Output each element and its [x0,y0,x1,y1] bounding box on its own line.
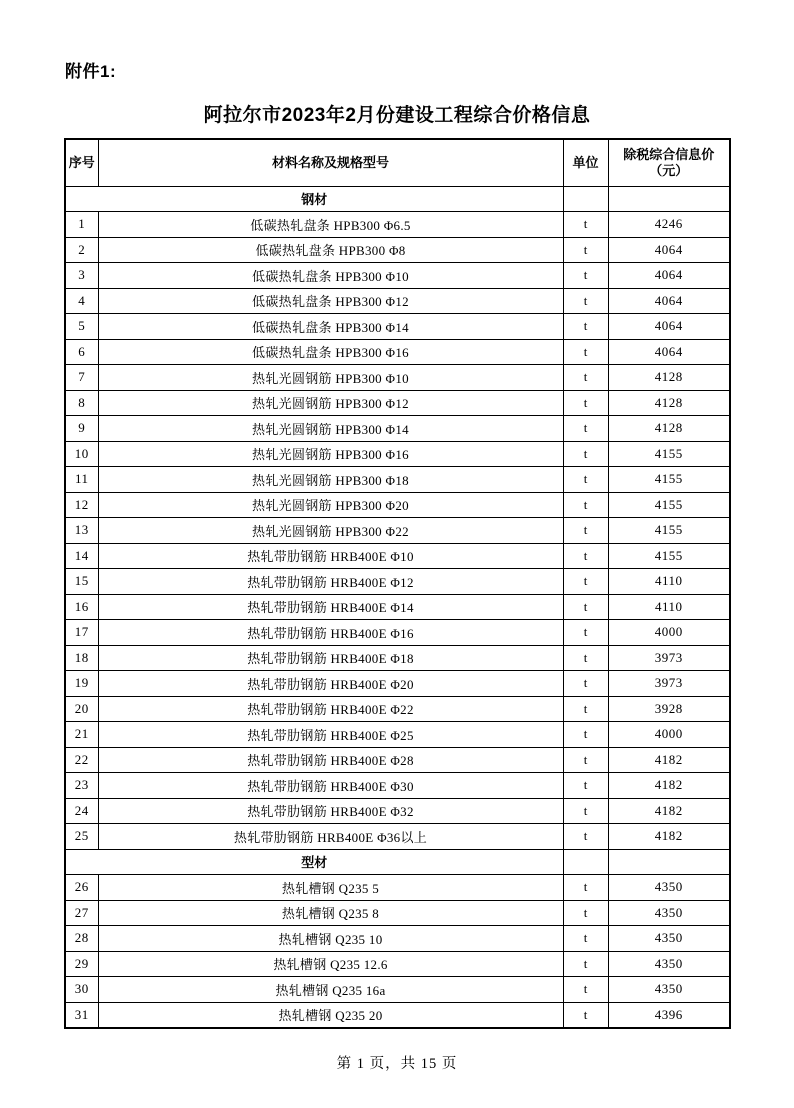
table-row [65,875,730,901]
row-number: 16 [65,594,98,620]
table-row [65,747,730,773]
material-name: 热轧带肋钢筋 HRB400E Φ16 [98,620,563,646]
table-row [65,696,730,722]
row-number: 19 [65,671,98,697]
attachment-label: 附件1: [65,62,117,81]
table-row [65,467,730,493]
row-number: 8 [65,390,98,416]
price: 4155 [608,518,730,544]
row-number: 7 [65,365,98,391]
table-row [65,492,730,518]
row-number: 24 [65,798,98,824]
section-title: 型材 [65,849,563,875]
table-row [65,569,730,595]
table-row [65,1002,730,1028]
unit: t [563,951,608,977]
row-number: 21 [65,722,98,748]
price: 4396 [608,1002,730,1028]
material-name: 低碳热轧盘条 HPB300 Φ12 [98,288,563,314]
material-name: 热轧槽钢 Q235 8 [98,900,563,926]
price: 4128 [608,390,730,416]
table-row [65,951,730,977]
unit: t [563,645,608,671]
unit: t [563,594,608,620]
col-header-price: 除税综合信息价（元） [608,139,730,186]
unit: t [563,798,608,824]
row-number: 2 [65,237,98,263]
row-number: 4 [65,288,98,314]
unit: t [563,900,608,926]
unit: t [563,977,608,1003]
table-row [65,518,730,544]
material-name: 热轧光圆钢筋 HPB300 Φ20 [98,492,563,518]
material-name: 热轧带肋钢筋 HRB400E Φ25 [98,722,563,748]
price: 4064 [608,237,730,263]
header-row [65,139,730,186]
table-row [65,722,730,748]
section-unit-cell [563,186,608,212]
material-name: 热轧带肋钢筋 HRB400E Φ32 [98,798,563,824]
row-number: 18 [65,645,98,671]
unit: t [563,824,608,850]
material-name: 热轧光圆钢筋 HPB300 Φ18 [98,467,563,493]
price: 4064 [608,314,730,340]
material-name: 低碳热轧盘条 HPB300 Φ14 [98,314,563,340]
row-number: 3 [65,263,98,289]
table-row [65,390,730,416]
unit: t [563,518,608,544]
row-number: 15 [65,569,98,595]
col-header-name: 材料名称及规格型号 [98,139,563,186]
price: 4064 [608,288,730,314]
price: 4350 [608,977,730,1003]
row-number: 25 [65,824,98,850]
page-number: 第 1 页，共 15 页 [336,1056,458,1072]
unit: t [563,747,608,773]
material-name: 热轧带肋钢筋 HRB400E Φ12 [98,569,563,595]
price: 3928 [608,696,730,722]
price: 4128 [608,416,730,442]
col-header-unit: 单位 [563,139,608,186]
section-price-cell [608,186,730,212]
material-name: 热轧光圆钢筋 HPB300 Φ16 [98,441,563,467]
row-number: 13 [65,518,98,544]
page-title: 阿拉尔市2023年2月份建设工程综合价格信息 [203,105,591,126]
table-row [65,212,730,238]
material-name: 热轧槽钢 Q235 5 [98,875,563,901]
unit: t [563,1002,608,1028]
table-row [65,900,730,926]
price: 4350 [608,875,730,901]
table-row [65,798,730,824]
row-number: 12 [65,492,98,518]
price: 4000 [608,620,730,646]
table-row [65,416,730,442]
price: 4182 [608,773,730,799]
material-name: 热轧带肋钢筋 HRB400E Φ30 [98,773,563,799]
row-number: 23 [65,773,98,799]
material-name: 热轧带肋钢筋 HRB400E Φ10 [98,543,563,569]
material-name: 热轧带肋钢筋 HRB400E Φ20 [98,671,563,697]
unit: t [563,875,608,901]
section-row [65,849,730,875]
material-name: 热轧带肋钢筋 HRB400E Φ22 [98,696,563,722]
table-row [65,339,730,365]
price: 4182 [608,824,730,850]
row-number: 30 [65,977,98,1003]
unit: t [563,773,608,799]
col-header-no: 序号 [65,139,98,186]
section-title: 钢材 [65,186,563,212]
row-number: 5 [65,314,98,340]
row-number: 11 [65,467,98,493]
row-number: 1 [65,212,98,238]
unit: t [563,365,608,391]
unit: t [563,288,608,314]
price: 4000 [608,722,730,748]
unit: t [563,339,608,365]
row-number: 6 [65,339,98,365]
section-price-cell [608,849,730,875]
table-row [65,365,730,391]
table-row [65,620,730,646]
section-unit-cell [563,849,608,875]
price: 4155 [608,492,730,518]
unit: t [563,212,608,238]
row-number: 17 [65,620,98,646]
table-row [65,773,730,799]
material-name: 低碳热轧盘条 HPB300 Φ8 [98,237,563,263]
table-row [65,543,730,569]
price: 4182 [608,747,730,773]
material-name: 热轧光圆钢筋 HPB300 Φ22 [98,518,563,544]
price: 3973 [608,671,730,697]
table-row [65,594,730,620]
price: 4064 [608,339,730,365]
row-number: 31 [65,1002,98,1028]
table-row [65,314,730,340]
row-number: 27 [65,900,98,926]
price: 4350 [608,926,730,952]
table-row [65,671,730,697]
unit: t [563,620,608,646]
unit: t [563,569,608,595]
table-row [65,977,730,1003]
material-name: 热轧槽钢 Q235 20 [98,1002,563,1028]
unit: t [563,671,608,697]
price: 4110 [608,569,730,595]
table-row [65,263,730,289]
table-row [65,926,730,952]
unit: t [563,390,608,416]
row-number: 10 [65,441,98,467]
material-name: 热轧槽钢 Q235 10 [98,926,563,952]
row-number: 22 [65,747,98,773]
material-name: 低碳热轧盘条 HPB300 Φ10 [98,263,563,289]
price: 4350 [608,900,730,926]
material-name: 热轧槽钢 Q235 12.6 [98,951,563,977]
unit: t [563,263,608,289]
table-row [65,824,730,850]
row-number: 29 [65,951,98,977]
unit: t [563,237,608,263]
material-name: 热轧带肋钢筋 HRB400E Φ14 [98,594,563,620]
price: 4155 [608,441,730,467]
table-row [65,288,730,314]
price: 4182 [608,798,730,824]
unit: t [563,314,608,340]
price: 4246 [608,212,730,238]
table-row [65,645,730,671]
material-name: 热轧带肋钢筋 HRB400E Φ18 [98,645,563,671]
row-number: 26 [65,875,98,901]
unit: t [563,722,608,748]
price: 4155 [608,543,730,569]
price: 3973 [608,645,730,671]
row-number: 9 [65,416,98,442]
material-name: 热轧带肋钢筋 HRB400E Φ36以上 [98,824,563,850]
material-name: 低碳热轧盘条 HPB300 Φ6.5 [98,212,563,238]
price-table [64,138,731,1029]
row-number: 14 [65,543,98,569]
unit: t [563,543,608,569]
material-name: 低碳热轧盘条 HPB300 Φ16 [98,339,563,365]
unit: t [563,492,608,518]
price: 4110 [608,594,730,620]
unit: t [563,696,608,722]
material-name: 热轧光圆钢筋 HPB300 Φ12 [98,390,563,416]
row-number: 20 [65,696,98,722]
unit: t [563,467,608,493]
material-name: 热轧槽钢 Q235 16a [98,977,563,1003]
unit: t [563,416,608,442]
unit: t [563,926,608,952]
material-name: 热轧光圆钢筋 HPB300 Φ14 [98,416,563,442]
table-row [65,441,730,467]
price: 4128 [608,365,730,391]
row-number: 28 [65,926,98,952]
material-name: 热轧带肋钢筋 HRB400E Φ28 [98,747,563,773]
price: 4350 [608,951,730,977]
price: 4064 [608,263,730,289]
unit: t [563,441,608,467]
table-row [65,237,730,263]
section-row [65,186,730,212]
price: 4155 [608,467,730,493]
material-name: 热轧光圆钢筋 HPB300 Φ10 [98,365,563,391]
